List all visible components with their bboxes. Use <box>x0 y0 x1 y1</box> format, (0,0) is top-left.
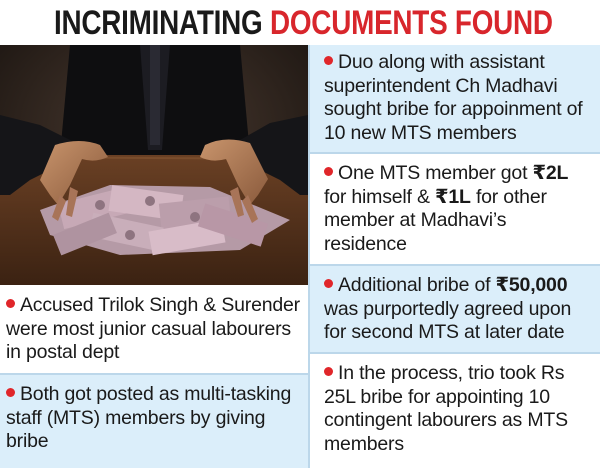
money-pile-hands-photo <box>0 45 308 285</box>
fact-panel-left-2 <box>0 375 308 468</box>
amount-value: ₹1L <box>434 185 471 208</box>
fact-panel-right-1 <box>310 45 600 152</box>
bullet-icon <box>324 167 333 176</box>
panel-text-pre: One MTS member got <box>338 162 528 184</box>
headline-part1: INCRIMINATING <box>54 4 263 42</box>
bullet-icon <box>6 388 15 397</box>
panel-text: Both got posted as multi-tasking staff (MTS) members by giving bribe <box>6 383 292 452</box>
panel-text: Accused Trilok Singh & Surender were most junior casual labourers in postal dept <box>6 294 300 363</box>
fact-panel-right-2 <box>310 154 600 264</box>
headline-part2: DOCUMENTS FOUND <box>269 4 553 42</box>
fact-panel-right-3 <box>310 266 600 352</box>
amount-value: ₹2L <box>532 162 569 184</box>
fact-panel-left-1 <box>0 286 308 372</box>
fact-panel-right-4 <box>310 354 600 468</box>
amount-value: ₹50,000 <box>495 274 568 296</box>
panel-text-pre: Additional bribe of <box>338 274 491 296</box>
panel-text-mid: for himself & <box>324 185 430 208</box>
headline <box>54 0 553 42</box>
bullet-icon <box>324 279 333 288</box>
panel-text: Duo along with assistant superintendent Ch Madhavi sought bribe for appoinment of 10 new MTS members <box>324 51 583 144</box>
panel-text: In the process, trio took Rs 25L bribe for appointing 10 contingent labourers as MTS members <box>324 362 568 455</box>
panel-text-post: was purportedly agreed upon for second MTS at later date <box>324 297 572 343</box>
bullet-icon <box>324 367 333 376</box>
bullet-icon <box>324 56 333 65</box>
bullet-icon <box>6 299 15 308</box>
panel-text-post: for other member at Madhavi’s residence <box>324 185 547 255</box>
